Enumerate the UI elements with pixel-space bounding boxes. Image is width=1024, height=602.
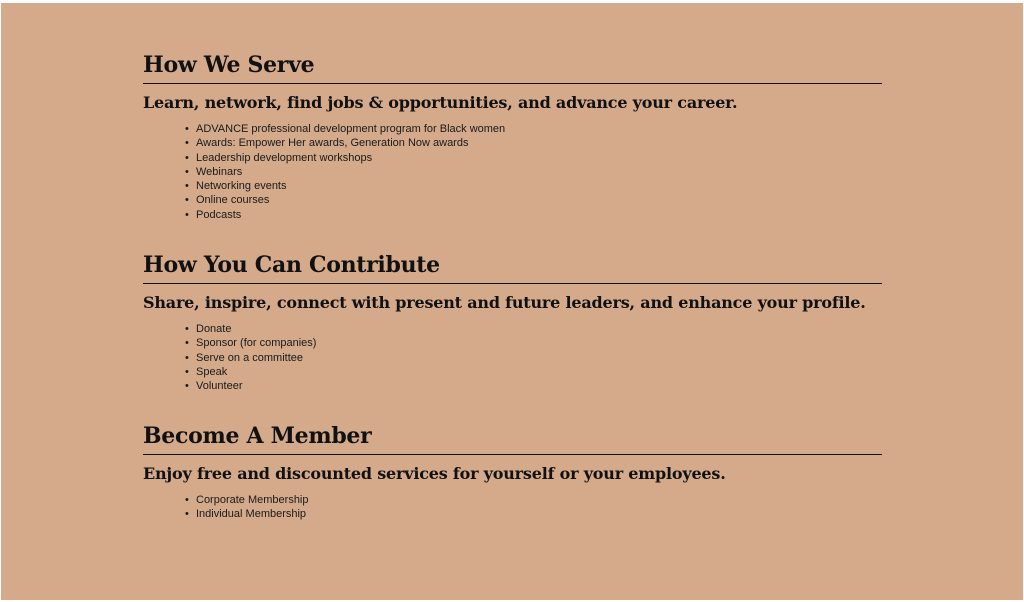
membership-list	[143, 493, 882, 522]
bullet-icon: •	[185, 365, 189, 378]
list-item	[185, 122, 882, 136]
list-item	[185, 193, 882, 207]
list-item-label: Serve on a committee	[196, 351, 303, 364]
list-item	[185, 151, 882, 165]
section-divider	[143, 283, 882, 284]
section-how-we-serve	[143, 51, 882, 222]
section-become-a-member	[143, 422, 882, 522]
list-item	[185, 507, 882, 521]
bullet-icon: •	[185, 508, 189, 521]
section-subtitle: Share, inspire, connect with present and future leaders, and enhance your profile.	[143, 293, 866, 312]
list-item	[185, 322, 882, 336]
list-item-label: Donate	[196, 323, 232, 335]
list-item-label: Individual Membership	[196, 508, 307, 521]
list-item-label: Podcasts	[196, 208, 242, 221]
section-subtitle: Learn, network, find jobs & opportunities, and advance your career.	[143, 93, 738, 112]
list-item-label: Leadership development workshops	[196, 151, 373, 164]
list-item-label: Online courses	[196, 194, 270, 207]
list-item-label: Volunteer	[196, 380, 243, 393]
bullet-icon: •	[185, 123, 189, 135]
list-item-label: Awards: Empower Her awards, Generation Now awards	[196, 137, 469, 150]
list-item	[185, 351, 882, 365]
list-item-label: Corporate Membership	[196, 494, 309, 506]
bullet-icon: •	[185, 165, 189, 178]
list-item	[185, 165, 882, 179]
list-item	[185, 493, 882, 507]
bullet-icon: •	[185, 208, 189, 221]
list-item	[185, 365, 882, 379]
section-title: Become A Member	[143, 423, 372, 449]
list-item-label: Networking events	[196, 180, 287, 193]
bullet-icon: •	[185, 380, 189, 393]
list-item-label: ADVANCE professional development program for Black women	[196, 123, 506, 135]
list-item	[185, 179, 882, 193]
list-item	[185, 336, 882, 350]
list-item	[185, 136, 882, 150]
bullet-icon: •	[185, 351, 189, 364]
bullet-icon: •	[185, 494, 189, 506]
section-title: How You Can Contribute	[143, 252, 440, 278]
bullet-icon: •	[185, 180, 189, 193]
bullet-icon: •	[185, 151, 189, 164]
list-item-label: Speak	[196, 365, 228, 378]
section-divider	[143, 454, 882, 455]
contribution-list	[143, 322, 882, 393]
section-how-you-can-contribute	[143, 251, 882, 393]
list-item	[185, 208, 882, 222]
bullet-icon: •	[185, 323, 189, 335]
list-item-label: Sponsor (for companies)	[196, 337, 317, 350]
section-subtitle: Enjoy free and discounted services for yourself or your employees.	[143, 464, 726, 483]
list-item	[185, 379, 882, 393]
page-background	[1, 3, 1023, 600]
section-title: How We Serve	[143, 52, 315, 78]
bullet-icon: •	[185, 137, 189, 150]
bullet-icon: •	[185, 194, 189, 207]
list-item-label: Webinars	[196, 165, 243, 178]
section-divider	[143, 83, 882, 84]
bullet-icon: •	[185, 337, 189, 350]
service-list	[143, 122, 882, 222]
